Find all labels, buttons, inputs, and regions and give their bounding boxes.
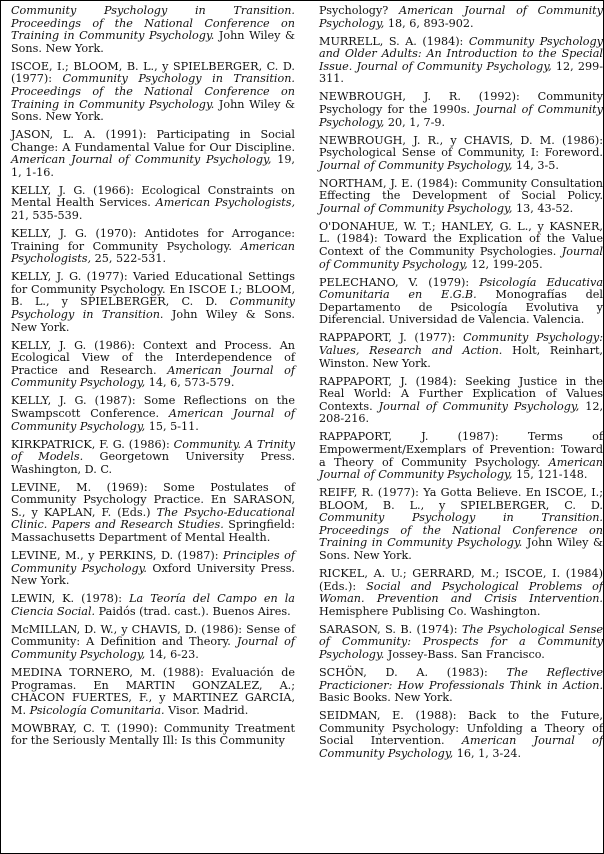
reference-entry: MEDINA TORNERO, M. (1988): Evaluación de Programas. En MARTIN GONZALEZ, A.; CHACON FUERTES, F., y MARTINEZ GARCIA, M. Psicología Comunitaria. Visor. Madrid.: [11, 665, 295, 717]
reference-entry: Psychology? American Journal of Community Psychology, 18, 6, 893-902.: [319, 4, 603, 30]
reference-entry: JASON, L. A. (1991): Participating in Social Change: A Fundamental Value for Our Discipline. American Journal of Community Psychology, 19, 1, 1-16.: [11, 128, 295, 179]
reference-entry: PELECHANO, V. (1979): Psicología Educativa Comunitaria en E.G.B. Monografías del Departamento de Psicología Evolutiva y Diferencial. Universidad de Valencia. Valencia.: [319, 275, 603, 327]
reference-entry: REIFF, R. (1977): Ya Gotta Believe. En ISCOE, I.; BLOOM, B. L., y SPIELBERGER, C. D. Community Psychology in Transition. Proceedings of the National Conference on Training in Community Psychology. John Wiley & Sons. New York.: [319, 486, 603, 563]
reference-entry: KELLY, J. G. (1966): Ecological Constraints on Mental Health Services. American Psychologists, 21, 535-539.: [11, 183, 295, 223]
reference-entry: SARASON, S. B. (1974): The Psychological Sense of Community: Prospects for a Community Psychology. Jossey-Bass. San Francisco.: [319, 622, 603, 661]
reference-entry: NEWBROUGH, J. R. (1992): Community Psychology for the 1990s. Journal of Community Psychology, 20, 1, 7-9.: [319, 90, 603, 129]
reference-entry: NEWBROUGH, J. R., y CHAVIS, D. M. (1986): Psychological Sense of Community, I: Foreword. Journal of Community Psychology, 14, 3-5.: [319, 133, 603, 172]
reference-entry: LEVINE, M. (1969): Some Postulates of Community Psychology Practice. En SARASON, S., y KAPLAN, F. (Eds.) The Psycho-Educational Clinic. Papers and Research Studies. Springfield: Massachusetts Department of Mental Health.: [11, 480, 295, 545]
left-column: [11, 5, 295, 753]
reference-entry: RAPPAPORT, J. (1977): Community Psychology: Values, Research and Action. Holt, Reinhart, Winston. New York.: [319, 331, 604, 370]
reference-entry: RICKEL, A. U.; GERRARD, M.; ISCOE, I. (1984) (Eds.): Social and Psychological Problems of Woman. Prevention and Crisis Intervention. Hemisphere Publising Co. Washington.: [319, 567, 603, 618]
reference-entry: McMILLAN, D. W., y CHAVIS, D. (1986): Sense of Community: A Definition and Theory. Journal of Community Psychology, 14, 6-23.: [11, 622, 295, 661]
reference-entry: O'DONAHUE, W. T.; HANLEY, G. L., y KASNER, L. (1984): Toward the Explication of the Value Context of the Community Psychologies. Journal of Community Psychology, 12, 199-205.: [319, 219, 603, 271]
reference-entry: NORTHAM, J. E. (1984): Community Consultation Effecting the Development of Social Policy. Journal of Community Psychology, 13, 43-52.: [319, 176, 603, 215]
reference-entry: KELLY, J. G. (1977): Varied Educational Settings for Community Psychology. En ISCOE I.; BLOOM, B. L., y SPIELBERGER, C. D. Community Psychology in Transition. John Wiley & Sons. New York.: [11, 270, 295, 334]
reference-entry: Community Psychology in Transition. Proceedings of the National Conference on Training in Community Psychology. John Wiley & Sons. New York.: [11, 4, 295, 55]
reference-entry: MURRELL, S. A. (1984): Community Psychology and Older Adults: An Introduction to the Special Issue. Journal of Community Psychology, 12, 299-311.: [319, 34, 603, 86]
reference-entry: SCHÖN, D. A. (1983): The Reflective Practicioner: How Professionals Think in Action. Basic Books. New York.: [319, 665, 603, 705]
reference-entry: LEVINE, M., y PERKINS, D. (1987): Principles of Community Psychology. Oxford University Press. New York.: [11, 549, 295, 588]
reference-entry: ISCOE, I.; BLOOM, B. L., y SPIELBERGER, C. D. (1977): Community Psychology in Transition. Proceedings of the National Conference on Training in Community Psychology. John Wiley & Sons. New York.: [11, 59, 295, 124]
reference-entry: KIRKPATRICK, F. G. (1986): Community. A Trinity of Models. Georgetown University Press. Washington, D. C.: [11, 437, 295, 476]
right-column: [319, 5, 603, 766]
reference-entry: KELLY, J. G. (1970): Antidotes for Arrogance: Training for Community Psychology. American Psychologists, 25, 522-531.: [11, 227, 295, 266]
reference-entry: KELLY, J. G. (1987): Some Reflections on the Swampscott Conference. American Journal of Community Psychology, 15, 5-11.: [11, 394, 295, 433]
reference-entry: SEIDMAN, E. (1988): Back to the Future, Community Psychology: Unfolding a Theory of Social Intervention. American Journal of Community Psychology, 16, 1, 3-24.: [319, 709, 603, 760]
reference-entry: KELLY, J. G. (1986): Context and Process. An Ecological View of the Interdependence of Practice and Research. American Journal of Community Psychology, 14, 6, 573-579.: [11, 338, 295, 390]
reference-entry: RAPPAPORT, J. (1984): Seeking Justice in the Real World: A Further Explication of Values Contexts. Journal of Community Psychology, 12, 208-216.: [319, 374, 603, 426]
reference-entry: LEWIN, K. (1978): La Teoría del Campo en la Ciencia Social. Paidós (trad. cast.). Buenos Aires.: [11, 592, 295, 618]
reference-entry: RAPPAPORT, J. (1987): Terms of Empowerment/Exemplars of Prevention: Toward a Theory of Community Psychology. American Journal of Community Psychology, 15, 121-148.: [319, 430, 603, 482]
reference-entry: MOWBRAY, C. T. (1990): Community Treatment for the Seriously Mentally Ill: Is this Community: [11, 721, 295, 748]
